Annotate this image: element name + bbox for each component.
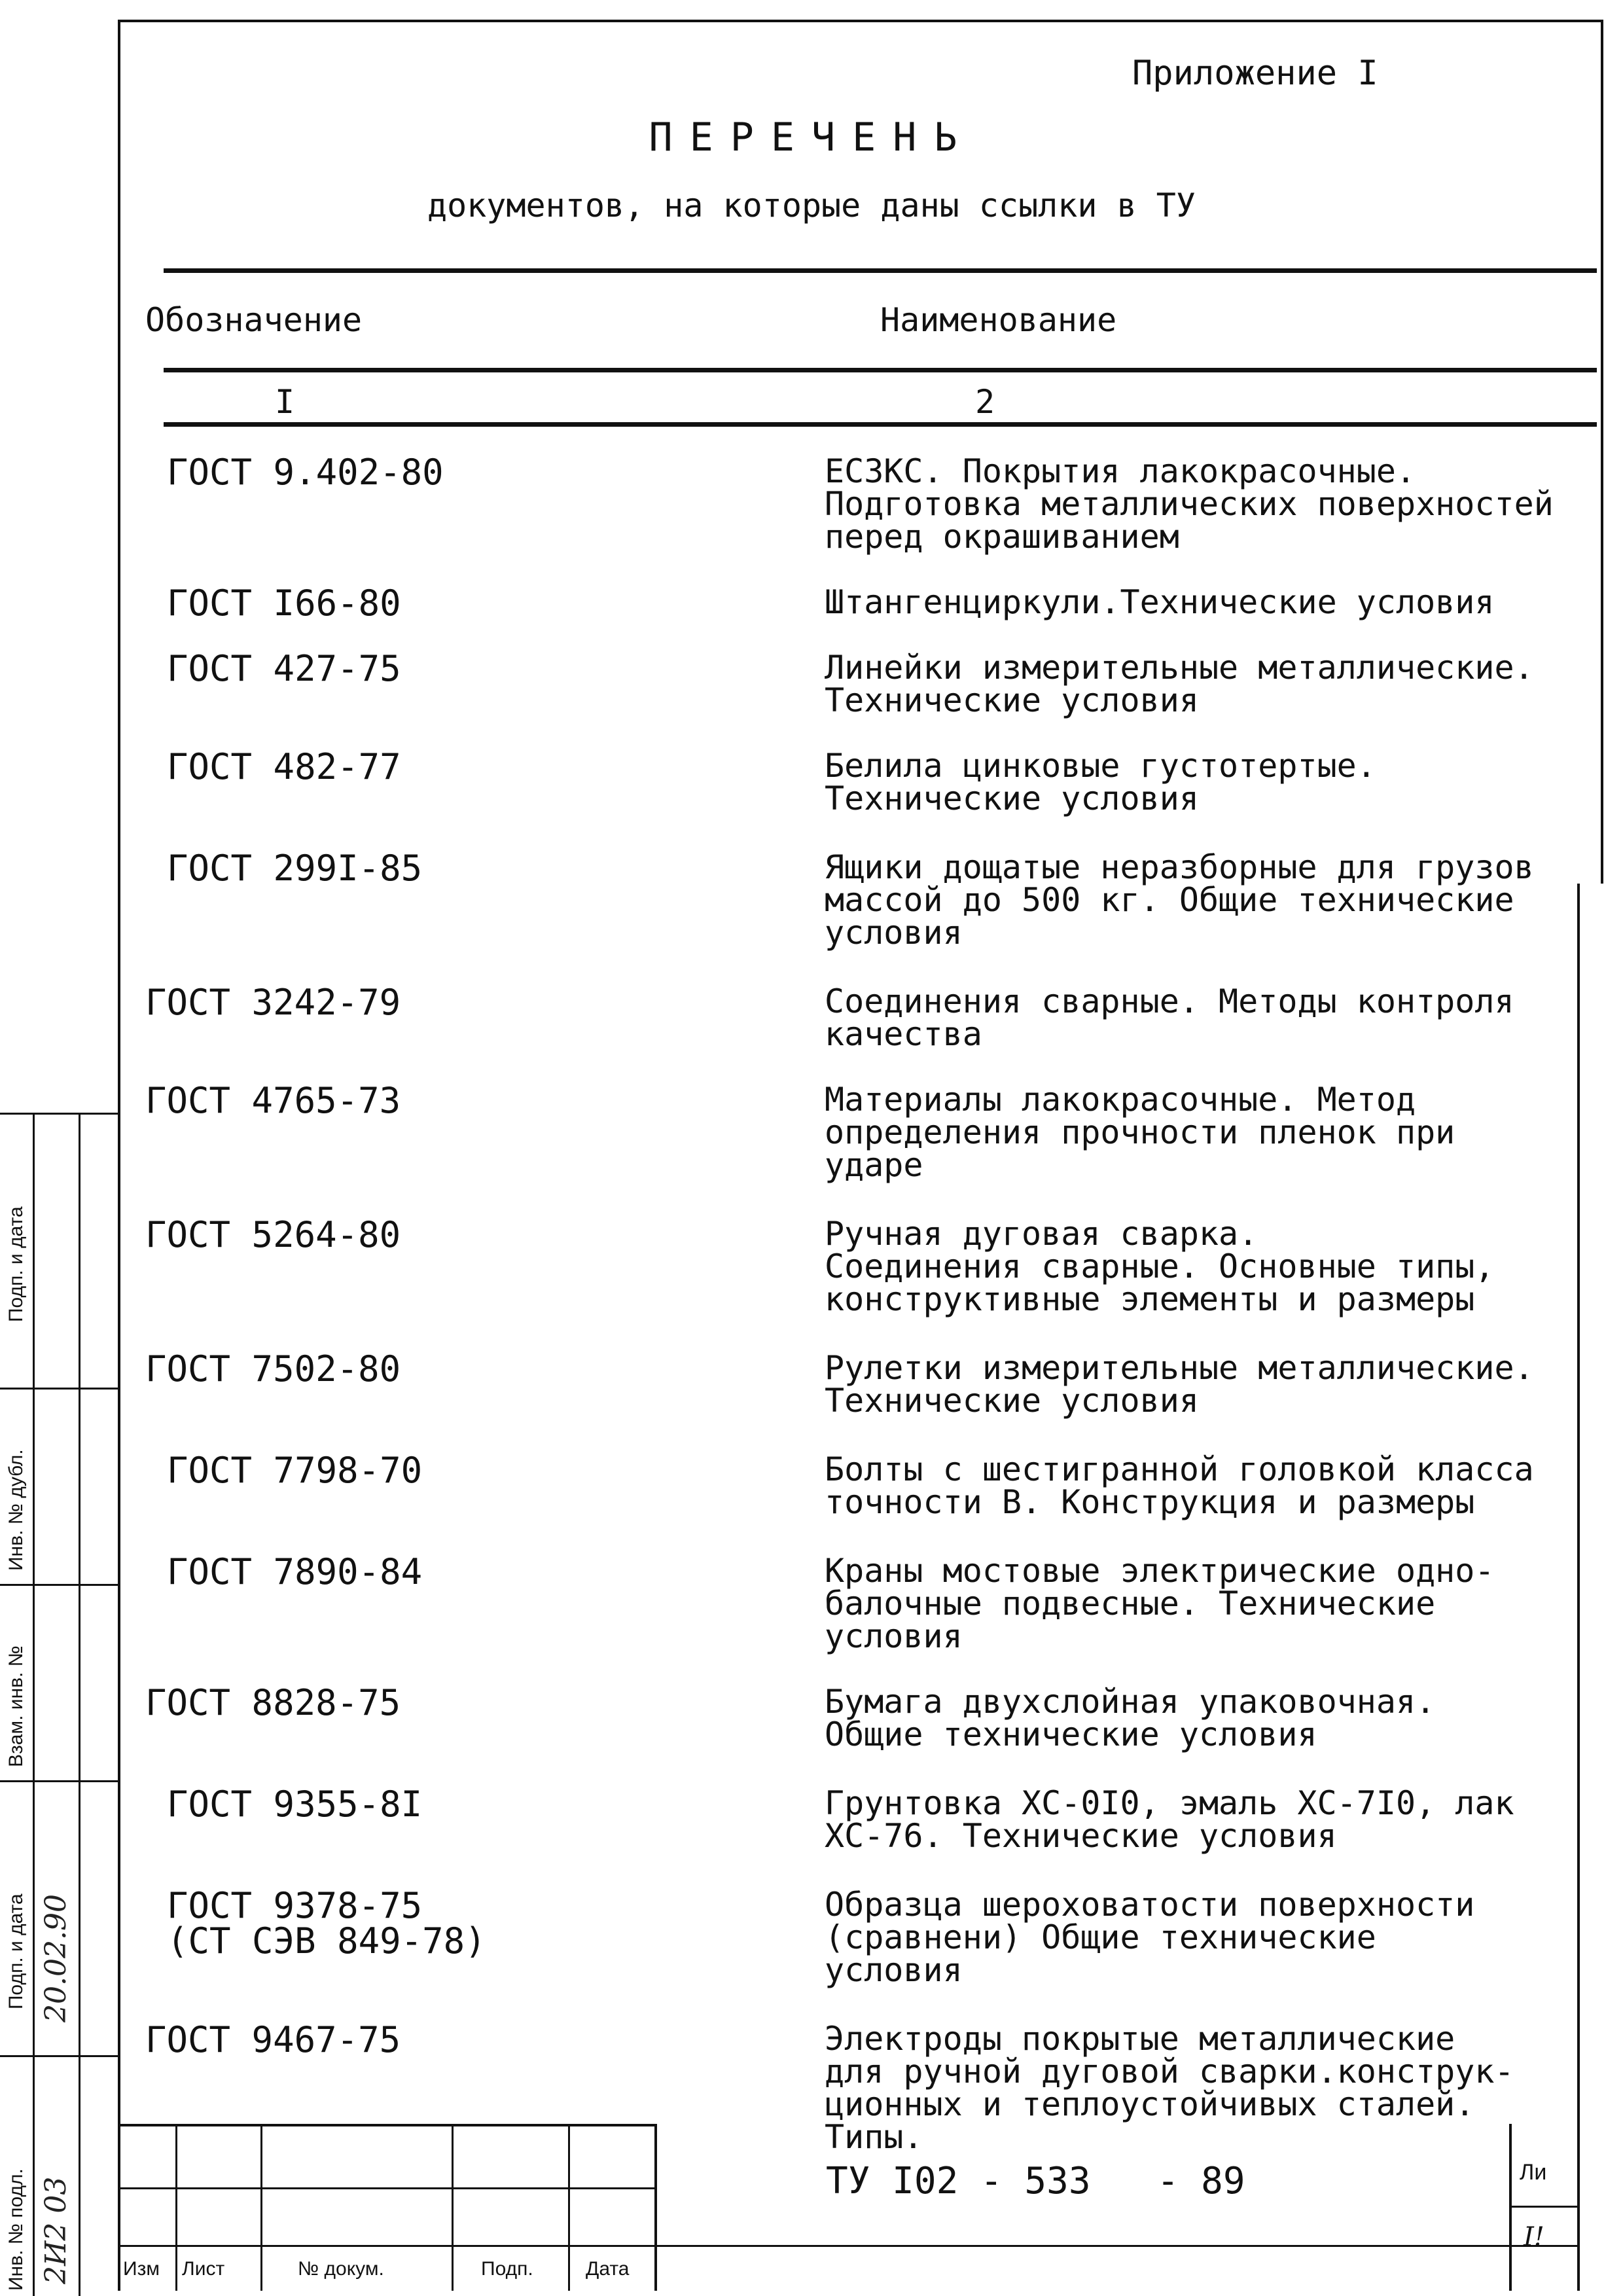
document-name: ЕСЗКС. Покрытия лакокрасочные. Подготовка металлических поверхностей перед окрашиванием	[825, 452, 1554, 556]
podp-date-top-label: Подп. и дата	[5, 1206, 27, 1322]
document-name: Белила цинковые густотертые. Технические условия	[825, 747, 1376, 817]
document-name: Бумага двухслойная упаковочная. Общие технические условия	[825, 1683, 1436, 1753]
appendix-label: Приложение I	[1132, 54, 1378, 93]
document-name: Ящики дощатые неразборные для грузов массой до 500 кг. Общие технические условия	[825, 848, 1534, 952]
side-stamp-rule	[0, 1780, 118, 1782]
document-code: ГОСТ 5264-80	[145, 1214, 401, 1255]
document-name: Рулетки измерительные металлические. Технические условия	[825, 1349, 1534, 1420]
page-title: ПЕРЕЧЕНЬ	[649, 115, 974, 160]
header-separator-rule	[164, 368, 1597, 372]
document-code: ГОСТ 8828-75	[145, 1682, 401, 1723]
document-code: ГОСТ I66-80	[167, 583, 401, 624]
title-block-rule	[118, 2245, 1577, 2247]
document-code: ГОСТ 3242-79	[145, 982, 401, 1023]
document-number: ТУ I02 - 533 - 89	[826, 2160, 1245, 2202]
podp-date-bottom-label: Подп. и дата	[5, 1893, 27, 2009]
side-stamp-rule	[0, 1113, 118, 1115]
side-stamp-rule	[0, 1584, 118, 1586]
document-name: Штангенциркули.Технические условия	[825, 583, 1495, 621]
document-code: ГОСТ 7798-70	[167, 1450, 423, 1491]
title-block-rule	[118, 2187, 654, 2189]
title-block-divider	[452, 2124, 454, 2291]
side-stamp	[0, 1113, 118, 2296]
title-block-divider	[654, 2124, 657, 2291]
document-name: Болты с шестигранной головкой класса точности В. Конструкция и размеры	[825, 1450, 1534, 1521]
sheet-label: Ли	[1520, 2160, 1547, 2185]
column-number-1: I	[275, 383, 295, 421]
document-code: ГОСТ 299I-85	[167, 848, 423, 889]
document-name: Грунтовка ХС-0I0, эмаль ХС-7I0, лак ХС-76. Технические условия	[825, 1784, 1514, 1855]
sheet-number: I!	[1524, 2222, 1544, 2252]
list-label: Лист	[182, 2258, 225, 2280]
column-header-designation: Обозначение	[145, 301, 363, 339]
page-subtitle: документов, на которые даны ссылки в ТУ	[427, 187, 1196, 224]
izm-label: Изм	[123, 2258, 160, 2280]
vzam-inv-label: Взам. инв. №	[5, 1645, 27, 1767]
frame-left-border	[118, 20, 120, 2291]
handwritten-date: 20.02.90	[39, 1894, 73, 2022]
document-name: Электроды покрытые металлические для ручной дуговой сварки.конструк- ционных и теплоустойчивых сталей. Типы.	[825, 2020, 1514, 2156]
table-top-rule	[164, 268, 1597, 273]
side-stamp-divider	[79, 1113, 80, 2296]
column-number-2: 2	[975, 383, 995, 421]
document-code: ГОСТ 9467-75	[145, 2019, 401, 2060]
column-number-rule	[164, 422, 1597, 427]
document-code: ГОСТ 7502-80	[145, 1348, 401, 1390]
document-name: Линейки измерительные металлические. Технические условия	[825, 649, 1534, 719]
document-code: ГОСТ 7890-84	[167, 1551, 423, 1592]
data-label: Дата	[586, 2258, 630, 2280]
document-code: ГОСТ 482-77	[167, 746, 401, 787]
title-block-divider	[568, 2124, 570, 2291]
document-name: Ручная дуговая сварка. Соединения сварные. Основные типы, конструктивные элементы и размеры	[825, 1215, 1495, 1318]
title-block-divider	[175, 2124, 177, 2291]
frame-top-border	[118, 20, 1603, 22]
document-code: ГОСТ 427-75	[167, 648, 401, 689]
side-stamp-rule	[0, 2055, 118, 2057]
document-name: Краны мостовые электрические одно- балочные подвесные. Технические условия	[825, 1552, 1495, 1655]
title-block-rule	[1509, 2206, 1577, 2208]
document-code: ГОСТ 4765-73	[145, 1080, 401, 1121]
inv-podl-label: Инв. № подл.	[5, 2168, 27, 2291]
doc-no-label: № докум.	[298, 2258, 384, 2280]
column-header-name: Наименование	[880, 301, 1117, 339]
document-name: Соединения сварные. Методы контроля качества	[825, 982, 1514, 1053]
document-name: Образца шероховатости поверхности (сравнени) Общие технические условия	[825, 1886, 1475, 1989]
title-block-rule	[118, 2124, 654, 2126]
document-code: ГОСТ 9355-8I	[167, 1784, 423, 1825]
side-stamp-rule	[0, 1388, 118, 1390]
podp-label: Подп.	[481, 2258, 533, 2280]
inv-dubl-label: Инв. № дубл.	[5, 1449, 27, 1571]
handwritten-inv-number: 2И2 03	[39, 2176, 73, 2284]
title-block-divider	[260, 2124, 262, 2291]
side-stamp-divider	[33, 1113, 35, 2296]
document-code: ГОСТ 9378-75 (СТ СЭВ 849-78)	[167, 1885, 486, 1962]
document-name: Материалы лакокрасочные. Метод определения прочности пленок при ударе	[825, 1081, 1455, 1184]
document-code: ГОСТ 9.402-80	[167, 452, 444, 493]
